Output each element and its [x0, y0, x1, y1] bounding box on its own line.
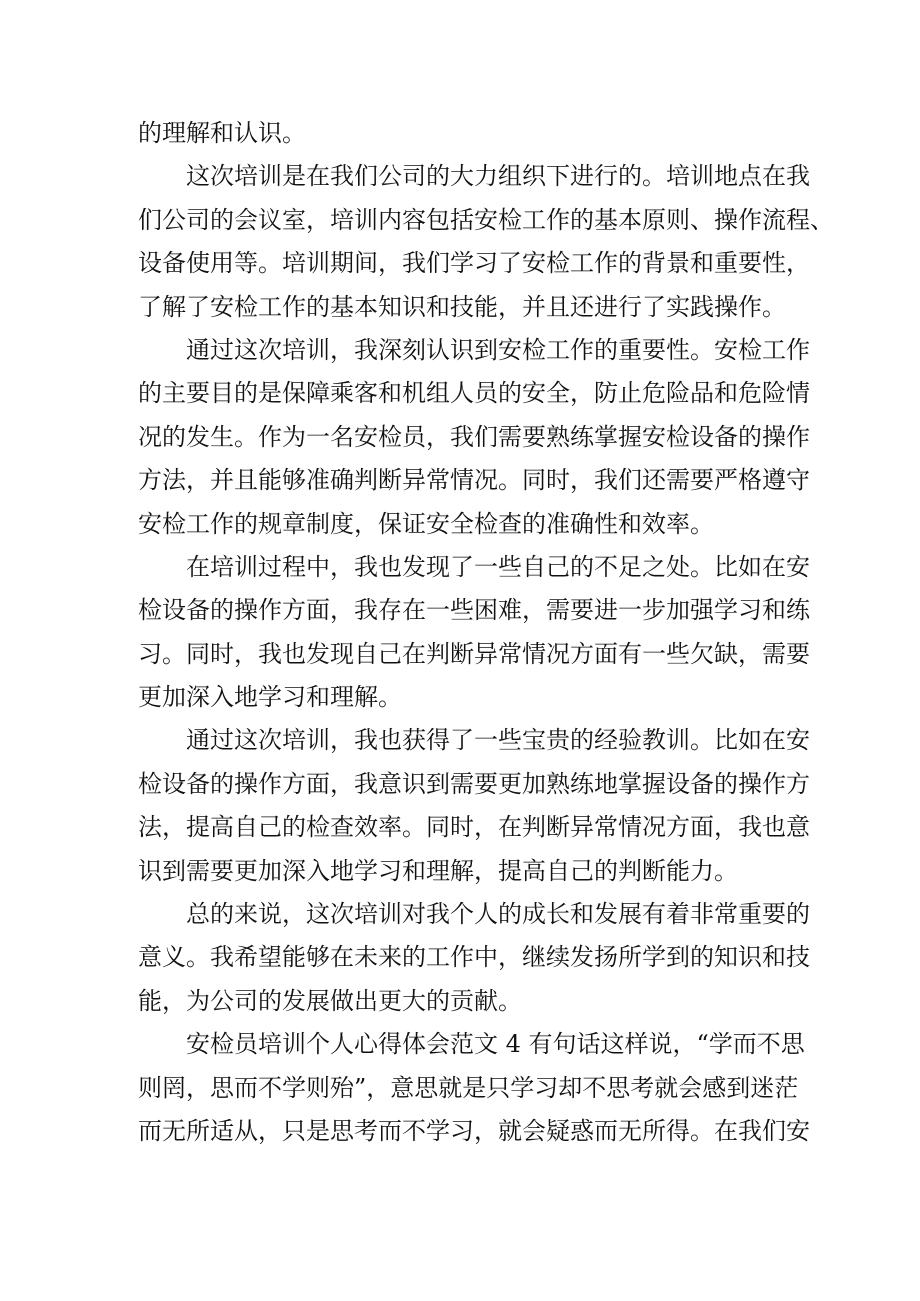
- document-page: [138, 112, 834, 1153]
- paragraph: [138, 329, 810, 546]
- text-line: 识到需要更加深入地学习和理解，提高自己的判断能力。: [138, 856, 738, 885]
- text-line: 习。同时，我也发现自己在判断异常情况方面有一些欠缺，需要: [138, 639, 810, 668]
- paragraph: [138, 1023, 810, 1153]
- text-line: 这次培训是在我们公司的大力组织下进行的。培训地点在我: [186, 162, 810, 191]
- text-line: 的主要目的是保障乘客和机组人员的安全，防止危险品和危险情: [138, 379, 810, 408]
- text-line: 的理解和认识。: [138, 119, 306, 147]
- paragraph: [138, 112, 788, 155]
- text-line: 能，为公司的发展做出更大的贡献。: [138, 986, 522, 1015]
- text-line: 检设备的操作方面，我意识到需要更加熟练地掌握设备的操作方: [138, 769, 810, 798]
- text-line: 则罔，思而不学则殆”，意思就是只学习却不思考就会感到迷茫: [138, 1073, 799, 1102]
- paragraph: [138, 546, 810, 720]
- text-line: 安检工作的规章制度，保证安全检查的准确性和效率。: [138, 509, 714, 538]
- paragraph: [138, 893, 810, 1023]
- text-line: 通过这次培训，我也获得了一些宝贵的经验教训。比如在安: [186, 726, 810, 755]
- paragraph: [138, 719, 810, 893]
- text-line: 安检员培训个人心得体会范文 4 有句话这样说，“学而不思: [186, 1030, 805, 1059]
- text-line: 而无所适从，只是思考而不学习，就会疑惑而无所得。在我们安: [138, 1116, 810, 1145]
- text-line: 们公司的会议室，培训内容包括安检工作的基本原则、操作流程、: [138, 205, 834, 234]
- text-line: 检设备的操作方面，我存在一些困难，需要进一步加强学习和练: [138, 596, 810, 625]
- text-line: 意义。我希望能够在未来的工作中，继续发扬所学到的知识和技: [138, 943, 810, 972]
- text-line: 了解了安检工作的基本知识和技能，并且还进行了实践操作。: [138, 292, 786, 321]
- paragraph: [138, 155, 834, 329]
- text-line: 况的发生。作为一名安检员，我们需要熟练掌握安检设备的操作: [138, 422, 810, 451]
- text-line: 方法，并且能够准确判断异常情况。同时，我们还需要严格遵守: [138, 466, 810, 495]
- text-line: 设备使用等。培训期间，我们学习了安检工作的背景和重要性，: [138, 249, 810, 278]
- text-line: 总的来说，这次培训对我个人的成长和发展有着非常重要的: [186, 900, 810, 929]
- text-line: 更加深入地学习和理解。: [138, 683, 402, 712]
- text-line: 在培训过程中，我也发现了一些自己的不足之处。比如在安: [186, 552, 810, 581]
- text-line: 法，提高自己的检查效率。同时，在判断异常情况方面，我也意: [138, 813, 810, 842]
- text-line: 通过这次培训，我深刻认识到安检工作的重要性。安检工作: [186, 335, 810, 364]
